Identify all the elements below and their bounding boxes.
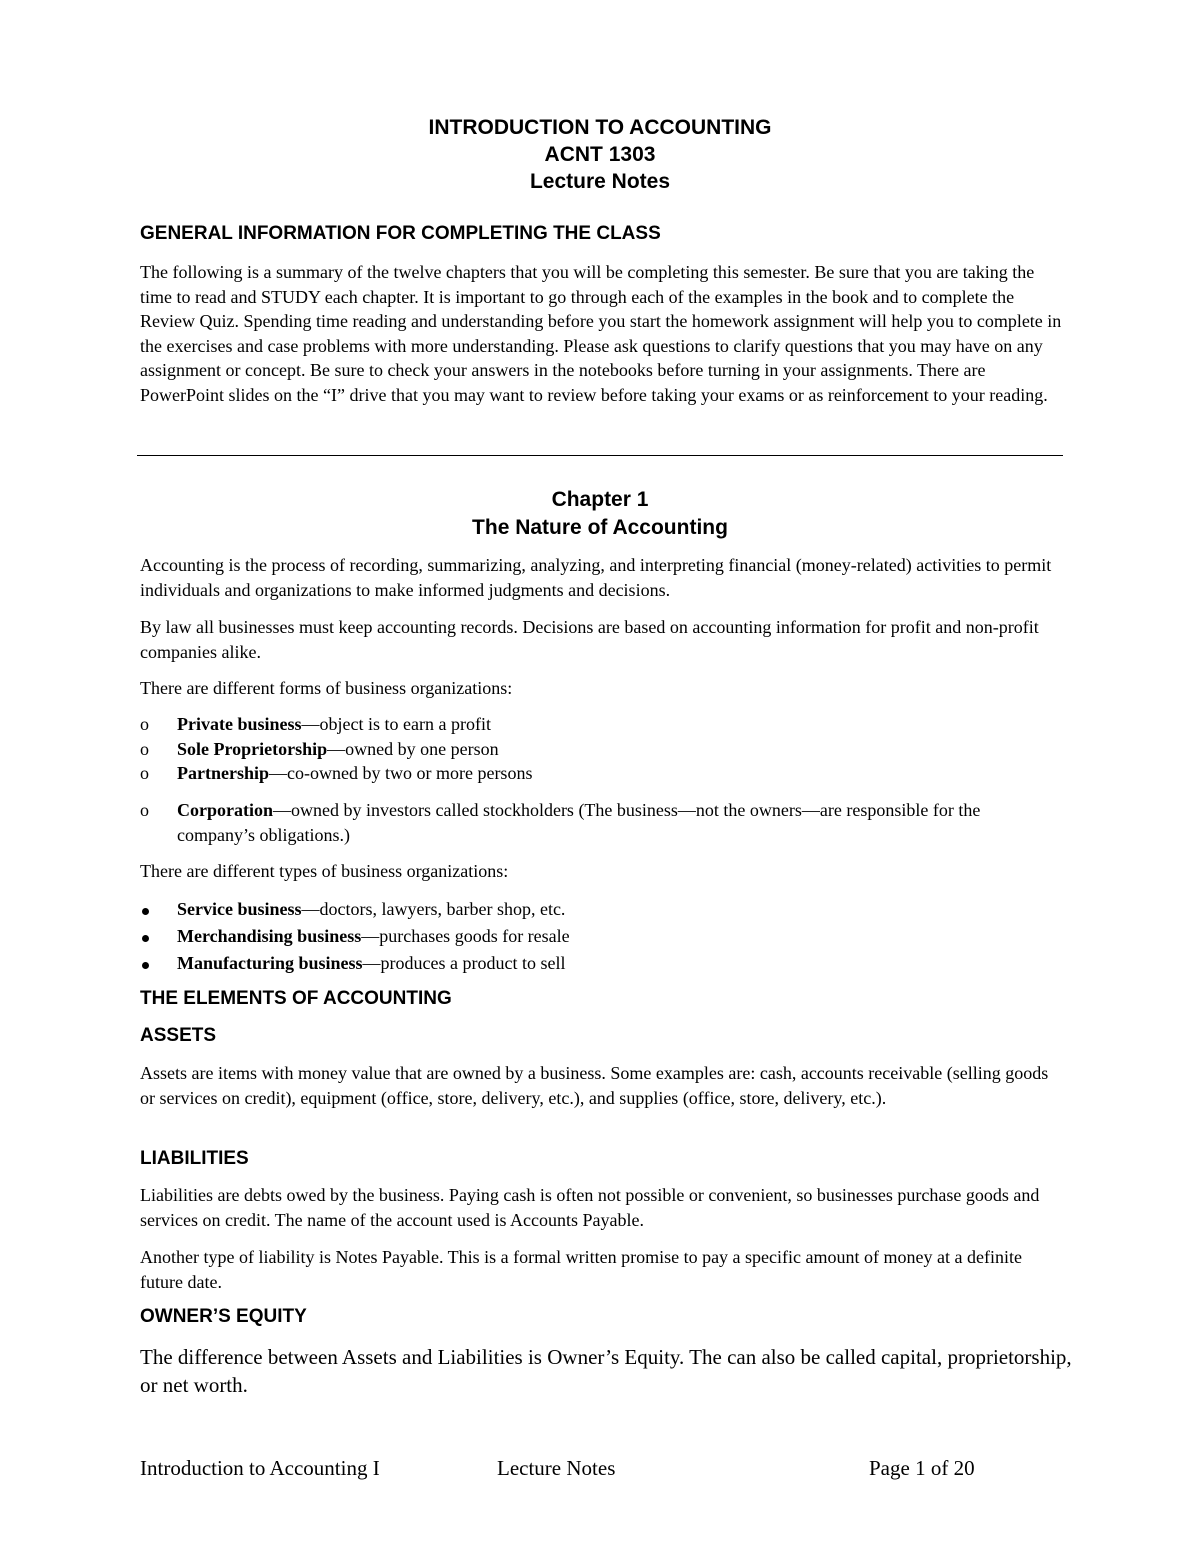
list-desc: —produces a product to sell [362, 953, 566, 973]
owners-equity-heading: OWNER’S EQUITY [140, 1306, 307, 1327]
list-term: Partnership [177, 763, 269, 783]
list-term: Merchandising business [177, 926, 362, 946]
list-term: Service business [177, 899, 302, 919]
list-desc: —purchases goods for resale [361, 926, 570, 946]
bullet-icon [142, 962, 149, 969]
chapter-paragraph-definition: Accounting is the process of recording, summarizing, analyzing, and interpreting financial (money-related) activities to permit individuals and organizations to make informed judgments and decisions. [140, 555, 1052, 600]
footer-left: Introduction to Accounting I [140, 1456, 380, 1480]
hollow-bullet-icon: o [140, 763, 149, 783]
chapter-title: The Nature of Accounting [472, 516, 728, 539]
bullet-icon [142, 935, 149, 942]
hollow-bullet-icon: o [140, 800, 149, 820]
document-title: INTRODUCTION TO ACCOUNTING [428, 116, 772, 139]
liabilities-body: Liabilities are debts owed by the business. Paying cash is often not possible or convenient, so businesses purchase goods and services on credit. The name of the account used is Accounts Payable. [140, 1185, 1040, 1230]
owners-equity-body: The difference between Assets and Liabilities is Owner’s Equity. The can also be called capital, proprietorship, or net worth. [140, 1345, 1072, 1397]
chapter-heading-block [0, 486, 1200, 542]
list-desc: —owned by investors called stockholders (The business—not the owners—are responsible for the company’s obligations.) [177, 800, 981, 845]
elements-heading: THE ELEMENTS OF ACCOUNTING [140, 988, 452, 1009]
list-desc: —doctors, lawyers, barber shop, etc. [301, 899, 566, 919]
footer-center: Lecture Notes [497, 1456, 616, 1480]
hollow-bullet-icon: o [140, 714, 149, 734]
notes-payable-body: Another type of liability is Notes Payable. This is a formal written promise to pay a specific amount of money at a definite future date. [140, 1247, 1022, 1292]
list-desc: —owned by one person [327, 739, 499, 759]
types-intro: There are different types of business organizations: [140, 861, 509, 881]
chapter-paragraph-law: By law all businesses must keep accounting records. Decisions are based on accounting information for profit and non-profit companies alike. [140, 617, 1039, 662]
assets-body: Assets are items with money value that are owned by a business. Some examples are: cash, accounts receivable (selling goods or services on credit), equipment (office, store, delivery, etc.), and supplies (office, store, delivery, etc.). [140, 1063, 1049, 1108]
list-term: Private business [177, 714, 302, 734]
list-term: Sole Proprietorship [177, 739, 328, 759]
general-info-heading: GENERAL INFORMATION FOR COMPLETING THE CLASS [140, 223, 661, 244]
list-desc: —object is to earn a profit [301, 714, 491, 734]
title-block [0, 114, 1200, 195]
section-divider [137, 455, 1063, 456]
assets-heading: ASSETS [140, 1025, 217, 1046]
list-term: Corporation [177, 800, 273, 820]
chapter-number: Chapter 1 [551, 488, 649, 511]
list-term: Manufacturing business [177, 953, 363, 973]
hollow-bullet-icon: o [140, 739, 149, 759]
forms-intro: There are different forms of business organizations: [140, 678, 513, 698]
list-desc: —co-owned by two or more persons [269, 763, 533, 783]
bullet-icon [142, 908, 149, 915]
liabilities-heading: LIABILITIES [140, 1148, 249, 1169]
course-code: ACNT 1303 [544, 143, 656, 166]
document-subtitle: Lecture Notes [529, 170, 671, 193]
general-info-body: The following is a summary of the twelve chapters that you will be completing this semester. Be sure that you are taking the time to read and STUDY each chapter. It is important to go through each of the examples in the book and to complete the Review Quiz. Spending time reading and understanding before you start the homework assignment will help you to complete in the exercises and case problems with more understanding. Please ask questions to clarify questions that you may have on any assignment or concept. Be sure to check your answers in the notebooks before turning in your assignments. There are PowerPoint slides on the “I” drive that you may want to review before taking your exams or as reinforcement to your reading. [140, 262, 1062, 405]
page-number: Page 1 of 20 [869, 1456, 975, 1480]
